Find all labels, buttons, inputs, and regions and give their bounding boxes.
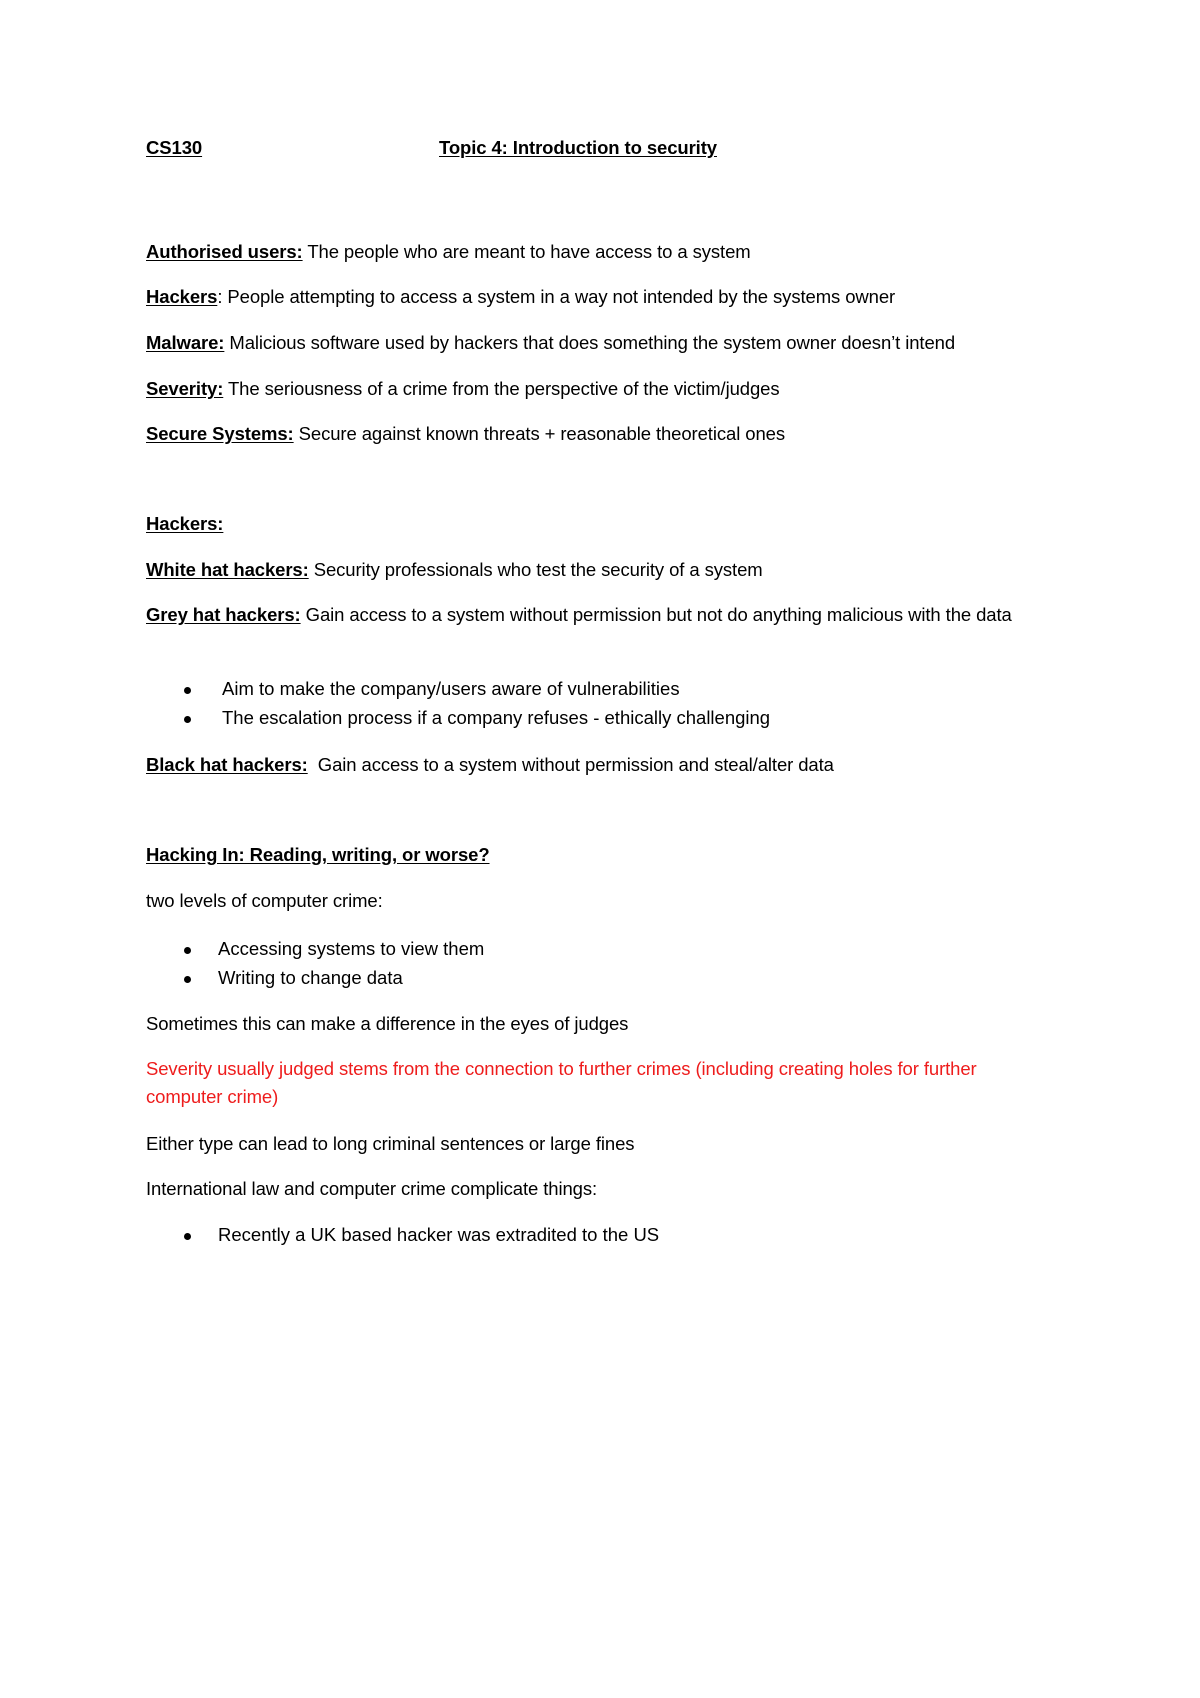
definition-term: Secure Systems:: [146, 423, 294, 444]
definition-malware: [146, 329, 955, 357]
definition-term: Authorised users:: [146, 241, 303, 262]
definition-text: Gain access to a system without permission and steal/alter data: [307, 754, 834, 775]
bullet-icon: [184, 947, 191, 954]
bullet-icon: [184, 976, 191, 983]
definition-authorised-users: [146, 238, 751, 266]
definition-term: Hackers: [146, 286, 218, 307]
definition-text: Secure against known threats + reasonable theoretical ones: [293, 423, 785, 444]
bullet-icon: [184, 1233, 191, 1240]
definition-severity: [146, 375, 780, 403]
bullet-icon: [184, 687, 191, 694]
hacking-in-heading: [146, 841, 490, 869]
paragraph-text: Severity usually judged stems from the connection to further crimes (including creating holes for further computer crime): [146, 1058, 977, 1107]
definition-text: Gain access to a system without permission but not do anything malicious with the data: [300, 604, 1012, 625]
paragraph-text: Either type can lead to long criminal sentences or large fines: [146, 1133, 635, 1154]
definition-term: Malware:: [146, 332, 225, 353]
topic-title: [439, 134, 717, 162]
bullet-icon: [184, 716, 191, 723]
definition-separator: :: [217, 286, 223, 307]
list-item-text: Writing to change data: [218, 967, 403, 988]
white-hat-definition: [146, 556, 763, 584]
black-hat-definition: [146, 751, 834, 779]
definition-term: Grey hat hackers:: [146, 604, 301, 625]
list-item-text: Recently a UK based hacker was extradited to the US: [218, 1224, 660, 1245]
section-heading: Hacking In: Reading, writing, or worse?: [146, 844, 490, 865]
definition-secure-systems: [146, 420, 785, 448]
grey-hat-definition: [146, 601, 1076, 629]
list-item-text: Aim to make the company/users aware of vulnerabilities: [222, 678, 680, 699]
hackers-heading: [146, 510, 223, 538]
definition-text: People attempting to access a system in a way not intended by the systems owner: [222, 286, 896, 307]
list-item-text: Accessing systems to view them: [218, 938, 485, 959]
definition-term: White hat hackers:: [146, 559, 309, 580]
definition-text: The people who are meant to have access to a system: [302, 241, 751, 262]
levels-intro: [146, 887, 383, 915]
course-code-text: CS130: [146, 137, 203, 158]
course-code: [146, 134, 202, 162]
paragraph-text: Sometimes this can make a difference in the eyes of judges: [146, 1013, 629, 1034]
list-item-text: The escalation process if a company refuses - ethically challenging: [222, 707, 771, 728]
topic-title-text: Topic 4: Introduction to security: [439, 137, 717, 158]
definition-hackers: [146, 283, 895, 311]
paragraph-text: two levels of computer crime:: [146, 890, 383, 911]
definition-text: Security professionals who test the security of a system: [308, 559, 763, 580]
sentences-paragraph: [146, 1130, 634, 1158]
paragraph-text: International law and computer crime complicate things:: [146, 1178, 598, 1199]
section-heading: Hackers:: [146, 513, 224, 534]
definition-text: Malicious software used by hackers that does something the system owner doesn’t intend: [224, 332, 956, 353]
international-paragraph: [146, 1175, 597, 1203]
judges-paragraph: [146, 1010, 628, 1038]
severity-note: [146, 1055, 1046, 1111]
definition-term: Severity:: [146, 378, 224, 399]
definition-text: The seriousness of a crime from the perspective of the victim/judges: [223, 378, 780, 399]
definition-term: Black hat hackers:: [146, 754, 308, 775]
